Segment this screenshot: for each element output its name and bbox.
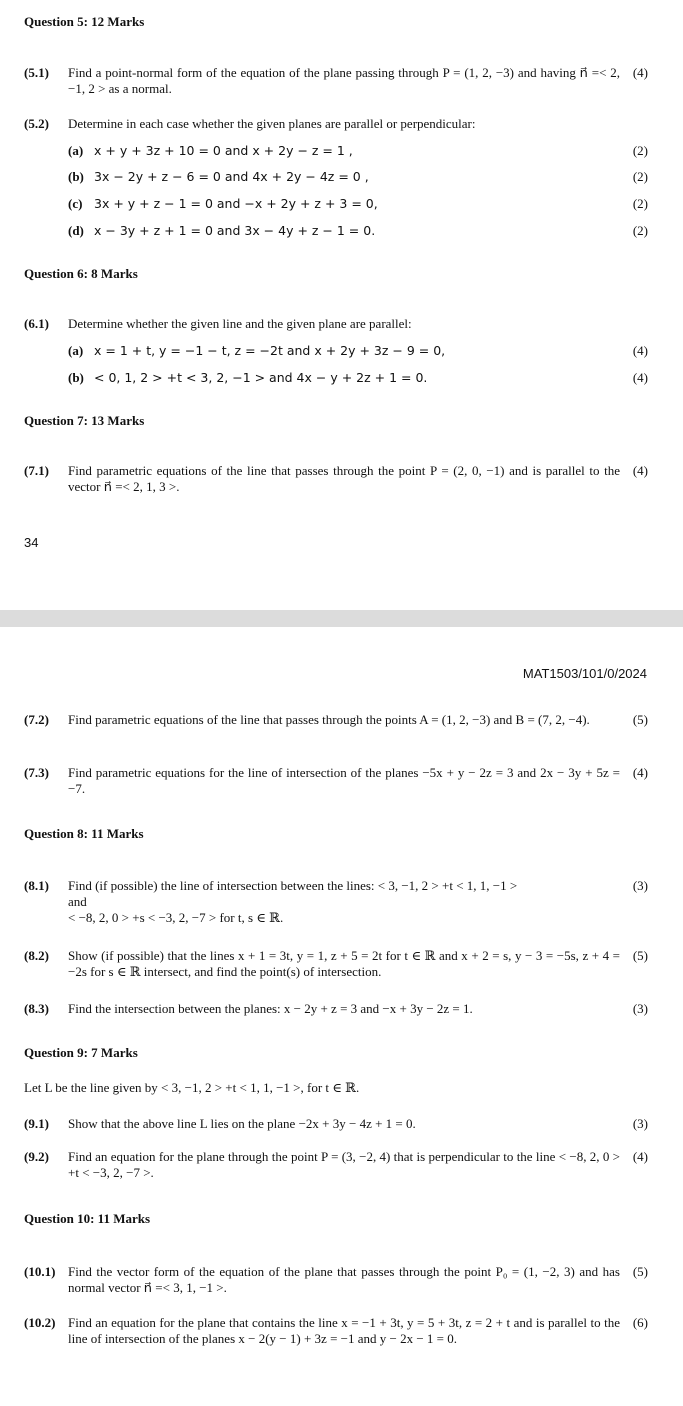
course-code-header: MAT1503/101/0/2024 [522,666,647,681]
item-number: (6.1) [24,316,49,331]
item-text: Show (if possible) that the lines x + 1 = 3t, y = 1, z + 5 = 2t for t ∈ ℝ and x + 2 = s, y − 3 = −5s, z + 4 = −2s for s ∈ ℝ intersect, and find the point(s) of intersection. [68,948,620,979]
item-marks: (5) [632,1264,648,1279]
item-number: (8.3) [24,1001,49,1016]
sub-text: x − 3y + z + 1 = 0 and 3x − 4y + z − 1 = 0. [94,223,376,238]
item-number: (8.2) [24,948,49,963]
question-5-2-b [68,169,648,185]
item-text: Find parametric equations of the line that passes through the point P = (2, 0, −1) and is parallel to the vector n⃗ =< 2, 1, 3 >. [68,463,620,494]
item-text-line: Find (if possible) the line of intersection between the lines: < 3, −1, 2 > +t < 1, 1, −1 > [68,878,518,893]
sub-text: x = 1 + t, y = −1 − t, z = −2t and x + 2y + 3z − 9 = 0, [94,343,446,358]
sub-marks: (4) [632,370,648,385]
item-text: Find the vector form of the equation of the plane that passes through the point P₀ = (1, −2, 3) and has normal vector n⃗ =< 3, 1, −1 >. [68,1264,620,1295]
item-marks: (5) [632,948,648,963]
item-marks: (6) [632,1315,648,1330]
sub-text: < 0, 1, 2 > +t < 3, 2, −1 > and 4x − y + 2z + 1 = 0. [94,370,428,385]
item-text-line: < −8, 2, 0 > +s < −3, 2, −7 > for t, s ∈ ℝ. [68,910,284,925]
sub-label: (d) [68,223,84,238]
item-text: Determine whether the given line and the given plane are parallel: [68,316,412,331]
question-5-2-c [68,196,648,212]
item-marks: (3) [632,1001,648,1016]
question-5-2-d [68,223,648,239]
item-number: (10.1) [24,1264,56,1279]
sub-text: 3x − 2y + z − 6 = 0 and 4x + 2y − 4z = 0 , [94,169,369,184]
item-number: (7.2) [24,712,49,727]
sub-marks: (2) [632,169,648,184]
page-separator [0,610,683,627]
question-5-title: Question 5: 12 Marks [24,14,145,29]
sub-text: 3x + y + z − 1 = 0 and −x + 2y + z + 3 = 0, [94,196,378,211]
item-text: Find an equation for the plane that contains the line x = −1 + 3t, y = 5 + 3t, z = 2 + t and is parallel to the line of intersection of the planes x − 2(y − 1) + 3z = −1 and y − 2x − 1 = 0. [68,1315,620,1346]
item-text [68,878,620,926]
item-number: (8.1) [24,878,49,893]
item-text: Find parametric equations for the line of intersection of the planes −5x + y − 2z = 3 and 2x − 3y + 5z = −7. [68,765,620,796]
item-marks: (4) [632,1149,648,1164]
sub-label: (b) [68,169,84,184]
question-6-1-b [68,370,648,386]
item-marks: (4) [632,65,648,80]
item-marks: (4) [632,463,648,478]
question-6-1-a [68,343,648,359]
sub-label: (b) [68,370,84,385]
question-9-title: Question 9: 7 Marks [24,1045,138,1060]
sub-label: (c) [68,196,83,211]
sub-label: (a) [68,143,84,158]
item-number: (7.1) [24,463,49,478]
item-text: Find the intersection between the planes: x − 2y + z = 3 and −x + 3y − 2z = 1. [68,1001,473,1016]
question-6-title: Question 6: 8 Marks [24,266,138,281]
sub-label: (a) [68,343,84,358]
item-number: (7.3) [24,765,49,780]
item-text: Find an equation for the plane through the point P = (3, −2, 4) that is perpendicular to the line < −8, 2, 0 > +t < −3, 2, −7 >. [68,1149,620,1180]
item-number: (10.2) [24,1315,56,1330]
sub-marks: (2) [632,223,648,238]
item-text-line: and [68,894,87,909]
sub-marks: (4) [632,343,648,358]
item-number: (9.1) [24,1116,49,1131]
page-number: 34 [24,535,39,550]
item-text: Show that the above line L lies on the plane −2x + 3y − 4z + 1 = 0. [68,1116,416,1131]
item-number: (5.1) [24,65,49,80]
question-8-title: Question 8: 11 Marks [24,826,144,841]
item-marks: (3) [632,878,648,893]
sub-marks: (2) [632,143,648,158]
item-marks: (4) [632,765,648,780]
item-marks: (3) [632,1116,648,1131]
question-5-2-a [68,143,648,159]
question-7-title: Question 7: 13 Marks [24,413,145,428]
item-number: (5.2) [24,116,49,131]
sub-marks: (2) [632,196,648,211]
question-9-intro: Let L be the line given by < 3, −1, 2 > +t < 1, 1, −1 >, for t ∈ ℝ. [24,1080,360,1095]
sub-text: x + y + 3z + 10 = 0 and x + 2y − z = 1 , [94,143,353,158]
item-text: Determine in each case whether the given planes are parallel or perpendicular: [68,116,476,131]
question-10-title: Question 10: 11 Marks [24,1211,151,1226]
item-marks: (5) [632,712,648,727]
item-text: Find parametric equations of the line that passes through the points A = (1, 2, −3) and B = (7, 2, −4). [68,712,590,727]
item-number: (9.2) [24,1149,49,1164]
item-text: Find a point-normal form of the equation of the plane passing through P = (1, 2, −3) and having n⃗ =< 2, −1, 2 > as a normal. [68,65,620,96]
